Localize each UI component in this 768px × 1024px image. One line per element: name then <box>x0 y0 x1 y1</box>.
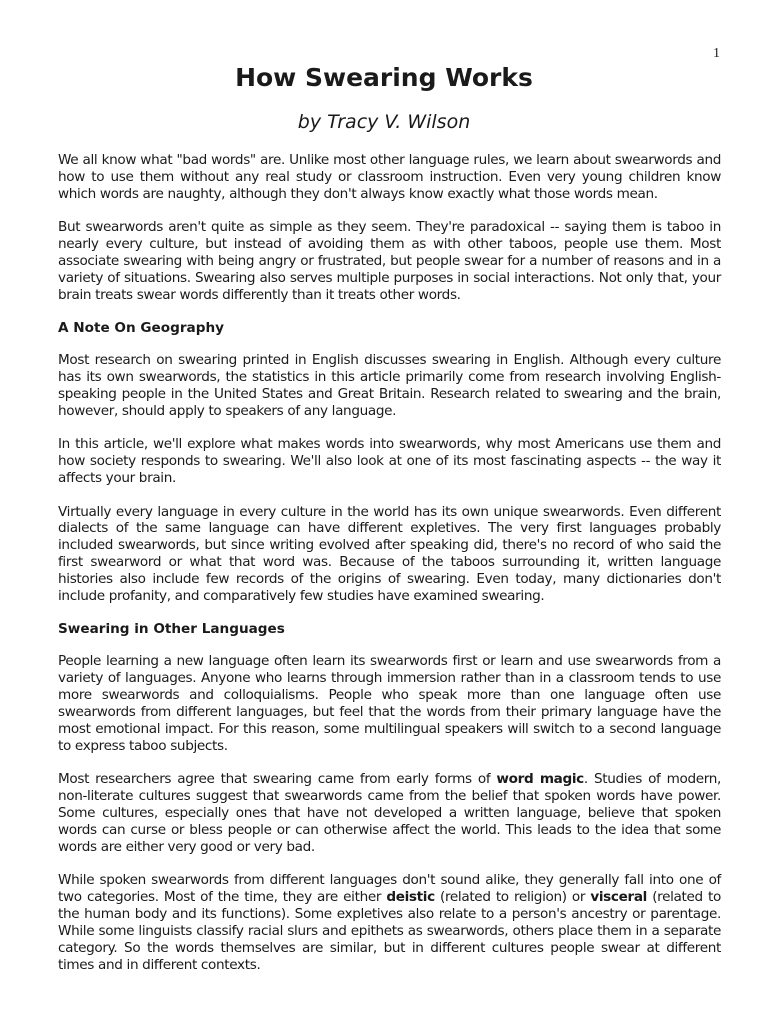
bold-term-deistic: deistic <box>386 889 435 906</box>
paragraph-article-overview: In this article, we'll explore what makes words into swearwords, why most Americans use them and how society responds to swearing. We'll also look at one of its most fascinating aspects -- the way it affects your brain. <box>58 436 721 487</box>
text-run: (related to religion) or <box>434 889 591 906</box>
paragraph-origins: Virtually every language in every culture in the world has its own unique swearwords. Even different dialects of the same language can have different expletives. The very first languages probably included swearwords, but since writing evolved after speaking did, there's no record of who said the first swearword or what that word was. Because of the taboos surrounding it, written language histories also include few records of the origins of swearing. Even today, many dictionaries don't include profanity, and comparatively few studies have examined swearing. <box>58 503 721 605</box>
article-body <box>58 152 721 990</box>
paragraph-categories <box>58 872 721 973</box>
paragraph-word-magic <box>58 771 721 856</box>
author-byline: by Tracy V. Wilson <box>297 111 471 133</box>
paragraph-learning-languages: People learning a new language often learn its swearwords first or learn and use swearwords from a variety of languages. Anyone who learns through immersion rather than in a classroom tends to use more swearwords and colloquialisms. People who speak more than one language often use swearwords from different languages, but feel that the words from their primary language have the most emotional impact. For this reason, some multilingual speakers will switch to a second language to express taboo subjects. <box>58 653 721 754</box>
bold-term-visceral: visceral <box>590 889 647 906</box>
bold-term-word-magic: word magic <box>496 771 584 788</box>
paragraph-geography: Most research on swearing printed in English discusses swearing in English. Although every culture has its own swearwords, the statistics in this article primarily come from research involving English-speaking people in the United States and Great Britain. Research related to swearing and the brain, however, should apply to speakers of any language. <box>58 352 721 419</box>
document-title: How Swearing Works <box>235 63 533 92</box>
text-run: While spoken swearwords from different languages don't sound alike, they generally fall into one of two categories. Most of the time, they are either <box>58 872 721 906</box>
section-heading-geography: A Note On Geography <box>58 320 224 337</box>
page-number: 1 <box>713 46 720 61</box>
section-heading-other-languages: Swearing in Other Languages <box>58 621 285 638</box>
text-run: (related to the human body and its functions). Some expletives also relate to a person's ancestry or parentage. While some linguists classify racial slurs and epithets as swearwords, others place them in a separate category. So the words themselves are similar, but in different cultures people swear at different times and in different contexts. <box>58 889 721 973</box>
text-run: Most researchers agree that swearing came from early forms of <box>58 771 497 788</box>
text-run: . Studies of modern, non-literate cultures suggest that swearwords came from the belief that spoken words have power. Some cultures, especially ones that have not developed a written language, believe that spoken words can curse or bless people or can otherwise affect the world. This leads to the idea that some words are either very good or very bad. <box>58 771 721 855</box>
paragraph-intro: We all know what "bad words" are. Unlike most other language rules, we learn about swearwords and how to use them without any real study or classroom instruction. Even very young children know which words are naughty, although they don't always know exactly what those words mean. <box>58 152 721 202</box>
paragraph-paradox: But swearwords aren't quite as simple as they seem. They're paradoxical -- saying them is taboo in nearly every culture, but instead of avoiding them as with other taboos, people use them. Most associate swearing with being angry or frustrated, but people swear for a number of reasons and in a variety of situations. Swearing also serves multiple purposes in social interactions. Not only that, your brain treats swear words differently than it treats other words. <box>58 219 721 303</box>
